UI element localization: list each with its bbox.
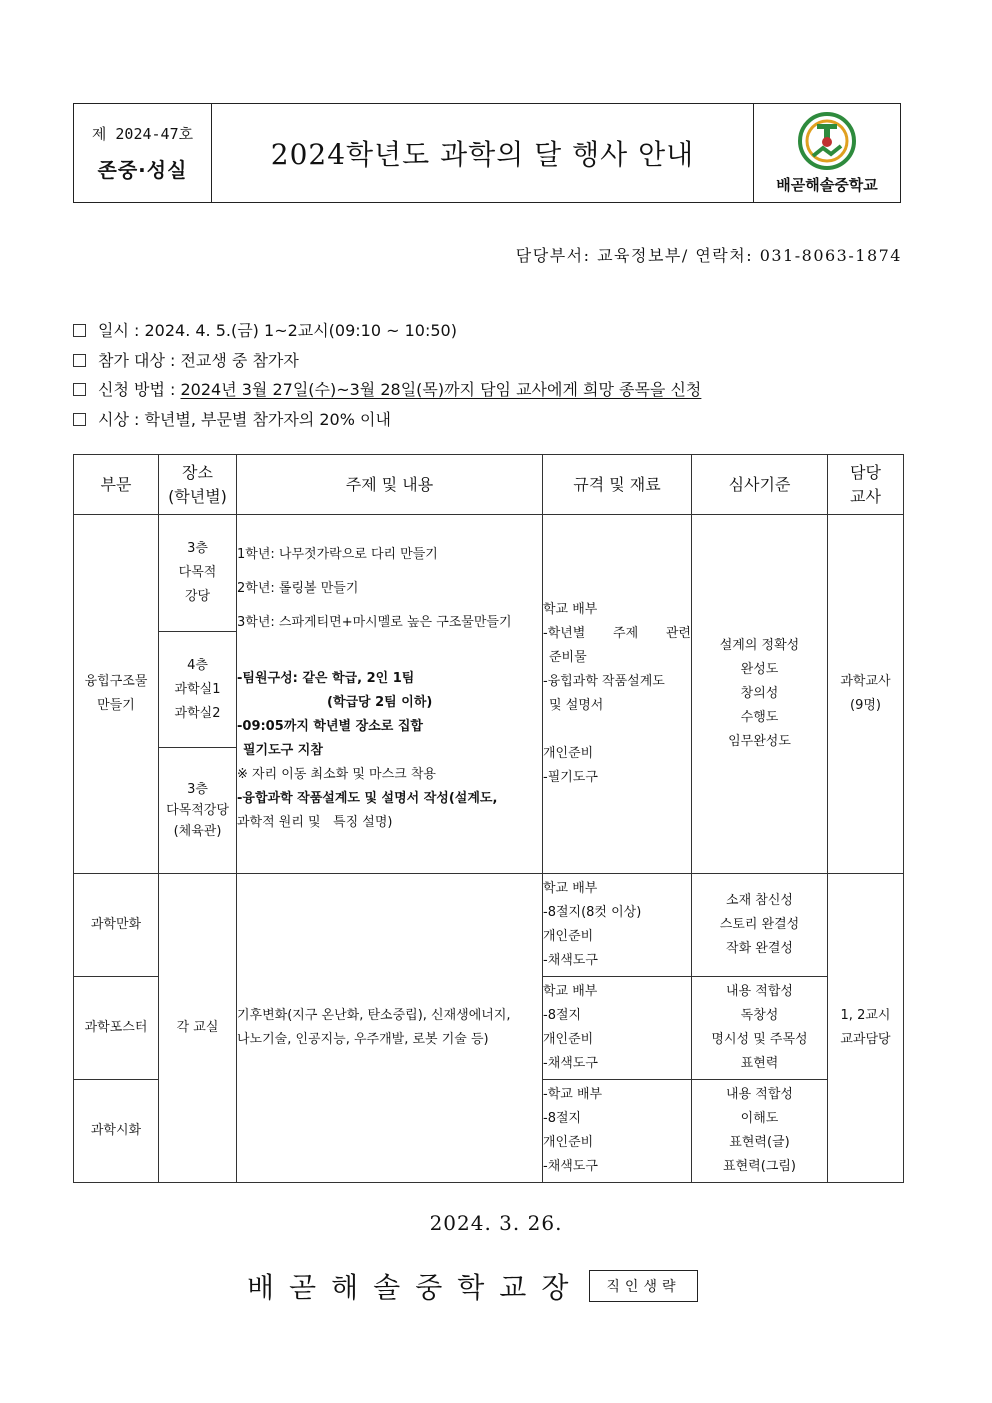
checkbox-icon <box>73 413 86 426</box>
material-line: 준비물 <box>549 650 587 665</box>
material-line: -8절지 <box>543 1008 582 1023</box>
teacher-cell-common <box>828 874 904 1183</box>
issue-date: 2024. 3. 26. <box>429 1211 563 1235</box>
info-award-text: 시상 : 학년별, 부문별 참가자의 20% 이내 <box>98 409 391 429</box>
criteria-line: 소재 참신성 <box>726 893 793 908</box>
header-teacher-line1: 담당 <box>850 462 881 482</box>
stamp-box: 직인생략 <box>589 1270 697 1302</box>
criteria-cell-comics <box>692 874 828 977</box>
topic-line: 나노기술, 인공지능, 우주개발, 로봇 기술 등) <box>237 1032 489 1047</box>
school-logo-name: 배곧해솔중학교 <box>776 175 878 194</box>
material-line: -8절지(8컷 이상) <box>543 905 642 920</box>
header-topic: 주제 및 내용 <box>237 455 543 515</box>
school-motto: 존중·성실 <box>97 158 188 182</box>
submit-rule: -융합과학 작품설계도 및 설명서 작성(설계도, <box>237 791 498 806</box>
header-place-line2: (학년별) <box>168 486 227 506</box>
school-logo-icon <box>795 112 859 170</box>
event-table <box>73 454 904 1183</box>
place-line: 3층 <box>187 782 208 797</box>
criteria-line: 완성도 <box>740 662 779 677</box>
info-award <box>73 405 701 435</box>
category-cell-comics: 과학만화 <box>74 874 159 977</box>
topic-line: 2학년: 롤링볼 만들기 <box>237 581 359 596</box>
place-line: 강당 <box>184 589 211 604</box>
topic-line: 3학년: 스파게티면+마시멜로 높은 구조물만들기 <box>237 615 512 630</box>
place-line: 과학실2 <box>174 705 221 721</box>
header-place <box>159 455 237 515</box>
checkbox-icon <box>73 354 86 367</box>
teacher-line: (9명) <box>850 698 881 713</box>
place-line: 과학실1 <box>174 681 221 697</box>
criteria-line: 이해도 <box>740 1111 779 1126</box>
material-line: -채색도구 <box>543 1056 598 1071</box>
info-target-text: 참가 대상 : 전교생 중 참가자 <box>98 350 299 370</box>
criteria-line: 명시성 및 주목성 <box>711 1032 808 1047</box>
header-criteria: 심사기준 <box>692 455 828 515</box>
header-category: 부문 <box>74 455 159 515</box>
contact-info: 담당부서: 교육정보부/ 연락처: 031-8063-1874 <box>515 246 902 265</box>
place-line: 다목적강당 <box>166 803 229 818</box>
material-line: 및 설명서 <box>549 698 604 713</box>
materials-cell-structure <box>543 515 692 874</box>
criteria-line: 설계의 정확성 <box>719 638 800 653</box>
criteria-line: 내용 적합성 <box>726 984 793 999</box>
place-line: 3층 <box>187 541 208 556</box>
team-rule: -팀원구성: 같은 학급, 2인 1팀 <box>237 671 415 686</box>
teacher-cell-structure <box>828 515 904 874</box>
criteria-line: 표현력(그림) <box>723 1159 796 1174</box>
info-apply-text: 2024년 3월 27일(수)~3월 28일(목)까지 담임 교사에게 희망 종목을 신청 <box>180 380 702 399</box>
material-line: 학교 배부 <box>543 984 598 999</box>
topic-line: 1학년: 나무젓가락으로 다리 만들기 <box>237 547 438 562</box>
table-header-row <box>74 455 904 515</box>
submit-rule-sub: 과학적 원리 및 특징 설명) <box>237 815 393 830</box>
topic-line: 기후변화(지구 온난화, 탄소중립), 신재생에너지, <box>237 1008 511 1023</box>
material-line: 개인준비 <box>543 1135 594 1150</box>
material-line: -필기도구 <box>543 770 598 785</box>
material-line: 학교 배부 <box>543 881 598 896</box>
info-apply <box>73 375 701 405</box>
place-cell-classrooms: 각 교실 <box>159 874 237 1183</box>
header-teacher-line2: 교사 <box>850 486 881 506</box>
signer-name: 배곧해솔중학교장 <box>247 1271 584 1304</box>
material-line: 개인준비 <box>543 746 594 761</box>
criteria-line: 독창성 <box>740 1008 779 1023</box>
table-row <box>74 874 904 977</box>
criteria-line: 수행도 <box>740 710 779 725</box>
info-date-text: 일시 : 2024. 4. 5.(금) 1~2교시(09:10 ~ 10:50) <box>98 321 457 340</box>
document-header <box>73 103 901 203</box>
category-line: 융힙구조물 <box>84 674 148 689</box>
teacher-line: 1, 2교시 <box>840 1008 891 1023</box>
criteria-line: 임무완성도 <box>728 734 791 749</box>
material-line: -학년별 주제 관련 <box>543 626 691 641</box>
teacher-line: 과학교사 <box>840 674 891 689</box>
place-cell-c <box>159 748 237 874</box>
event-info-list <box>73 316 701 434</box>
criteria-line: 표현력 <box>740 1056 779 1071</box>
material-line: -8절지 <box>543 1111 582 1126</box>
checkbox-icon <box>73 383 86 396</box>
criteria-cell-poster <box>692 977 828 1080</box>
header-place-line1: 장소 <box>182 462 213 482</box>
doc-number-box <box>74 104 212 202</box>
teacher-line: 교과담당 <box>840 1032 891 1047</box>
topic-cell-common <box>237 874 543 1183</box>
criteria-line: 창의성 <box>740 686 779 701</box>
material-spacer <box>543 718 691 742</box>
category-cell-poster: 과학포스터 <box>74 977 159 1080</box>
material-line: 학교 배부 <box>543 602 598 617</box>
place-line: 다목적 <box>178 565 217 580</box>
material-line: 개인준비 <box>543 1032 594 1047</box>
info-target <box>73 346 701 376</box>
team-rule-sub: (학급당 2팀 이하) <box>327 695 433 710</box>
material-line: -학교 배부 <box>543 1087 603 1102</box>
criteria-cell-structure <box>692 515 828 874</box>
materials-cell-comics <box>543 874 692 977</box>
document-title: 2024학년도 과학의 달 행사 안내 <box>270 138 695 171</box>
material-line: -채색도구 <box>543 953 598 968</box>
header-teacher <box>828 455 904 515</box>
material-line: 개인준비 <box>543 929 594 944</box>
place-line: 4층 <box>187 657 208 673</box>
gather-rule-sub: 필기도구 지참 <box>243 743 323 758</box>
category-cell-poem: 과학시화 <box>74 1080 159 1183</box>
signature-block <box>247 1266 698 1306</box>
category-line: 만들기 <box>97 698 135 713</box>
info-date <box>73 316 701 346</box>
materials-cell-poem <box>543 1080 692 1183</box>
header-materials: 규격 및 재료 <box>543 455 692 515</box>
note-line: ※ 자리 이동 최소화 및 마스크 착용 <box>237 767 436 782</box>
materials-cell-poster <box>543 977 692 1080</box>
place-cell-a <box>159 515 237 632</box>
criteria-line: 스토리 완결성 <box>719 917 800 932</box>
doc-number: 제 2024-47호 <box>91 125 194 143</box>
info-apply-prefix: 신청 방법 : <box>98 380 181 399</box>
criteria-cell-poem <box>692 1080 828 1183</box>
category-cell-structure <box>74 515 159 874</box>
material-line: -채색도구 <box>543 1159 598 1174</box>
place-cell-b <box>159 632 237 748</box>
school-logo-box <box>753 104 900 202</box>
criteria-line: 표현력(글) <box>729 1135 790 1150</box>
criteria-line: 내용 적합성 <box>726 1087 793 1102</box>
gather-rule: -09:05까지 학년별 장소로 집합 <box>237 719 423 734</box>
criteria-line: 작화 완결성 <box>726 941 793 956</box>
table-row <box>74 515 904 632</box>
place-line: (체육관) <box>173 824 222 839</box>
material-line: -융힙과학 작품설계도 <box>543 674 665 689</box>
checkbox-icon <box>73 324 86 337</box>
topic-cell-structure <box>237 515 543 874</box>
